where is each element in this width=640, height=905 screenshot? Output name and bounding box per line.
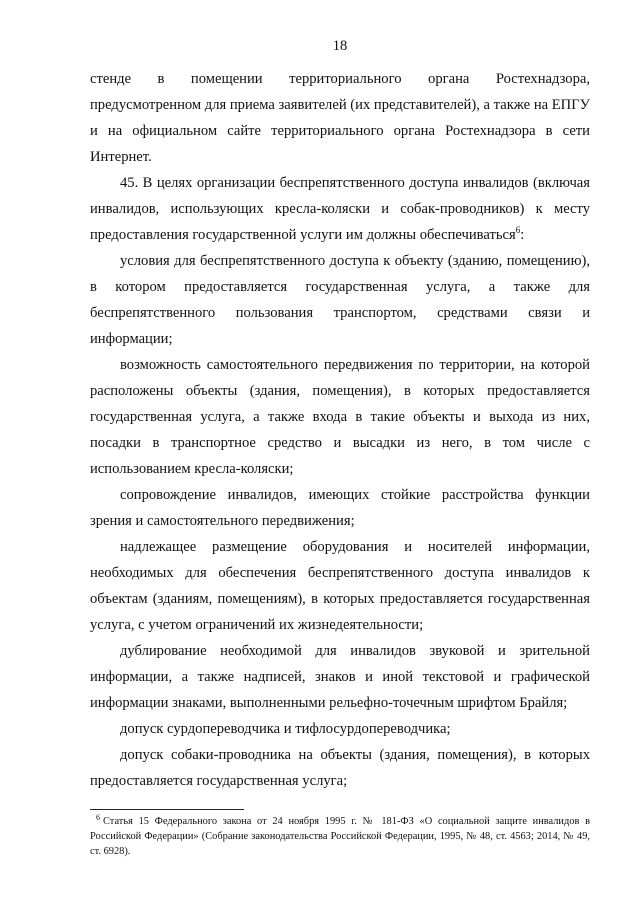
paragraph-interpreter (90, 716, 590, 742)
paragraph-text: 45. В целях организации беспрепятственного доступа инвалидов (включая инвалидов, использующих кресла-коляски и собак-проводников) к месту предоставления государственной услуги им должны обеспечиваться (90, 175, 590, 243)
paragraph-continuation (90, 66, 590, 170)
paragraph-equipment (90, 534, 590, 638)
paragraph-tail: : (520, 227, 525, 243)
paragraph-duplication (90, 638, 590, 716)
paragraph-guide-dog (90, 742, 590, 794)
paragraph-text: дублирование необходимой для инвалидов звуковой и зрительной информации, а также надписей, знаков и иной текстовой и графической информации знаками, выполненными рельефно-точечным шрифтом Брайля; (90, 643, 590, 711)
footnote-mark: 6 (96, 812, 100, 822)
paragraph-text: допуск сурдопереводчика и тифлосурдопереводчика; (120, 721, 451, 737)
footnote-divider (90, 809, 244, 810)
footnote-reference[interactable]: 6 (515, 225, 521, 236)
footnote-text: Статья 15 Федерального закона от 24 ноября 1995 г. № 181-ФЗ «О социальной защите инвалидов в Российской Федерации» (Собрание законодательства Российской Федерации, 1995, № 48, ст. 4563; 2014, № 49, ст. 6928). (90, 816, 590, 857)
paragraph-text: стенде в помещении территориального органа Ростехнадзора, предусмотренном для приема заявителей (их представителей), а также на ЕПГУ и на официальном сайте территориального органа Ростехнадзора в сети Интернет. (90, 71, 590, 165)
footnote (90, 814, 590, 859)
body-text (90, 66, 590, 794)
paragraph-conditions (90, 248, 590, 352)
paragraph-text: сопровождение инвалидов, имеющих стойкие расстройства функции зрения и самостоятельного передвижения; (90, 487, 590, 529)
paragraph-item-45 (90, 170, 590, 248)
page-number: 18 (332, 38, 348, 54)
paragraph-text: надлежащее размещение оборудования и носителей информации, необходимых для обеспечения беспрепятственного доступа инвалидов к объектам (зданиям, помещениям), в которых предоставляется государственная услуга, с учетом ограничений их жизнедеятельности; (90, 539, 590, 633)
paragraph-text: условия для беспрепятственного доступа к объекту (зданию, помещению), в котором предоставляется государственная услуга, а также для беспрепятственного пользования транспортом, средствами связи и информации; (90, 253, 590, 347)
paragraph-movement (90, 352, 590, 482)
paragraph-escort (90, 482, 590, 534)
paragraph-text: допуск собаки-проводника на объекты (здания, помещения), в которых предоставляется государственная услуга; (90, 747, 590, 789)
paragraph-text: возможность самостоятельного передвижения по территории, на которой расположены объекты (здания, помещения), в которых предоставляется государственная услуга, а также входа в такие объекты и выхода из них, посадки в транспортное средство и высадки из него, в том числе с использованием кресла-коляски; (90, 357, 590, 477)
